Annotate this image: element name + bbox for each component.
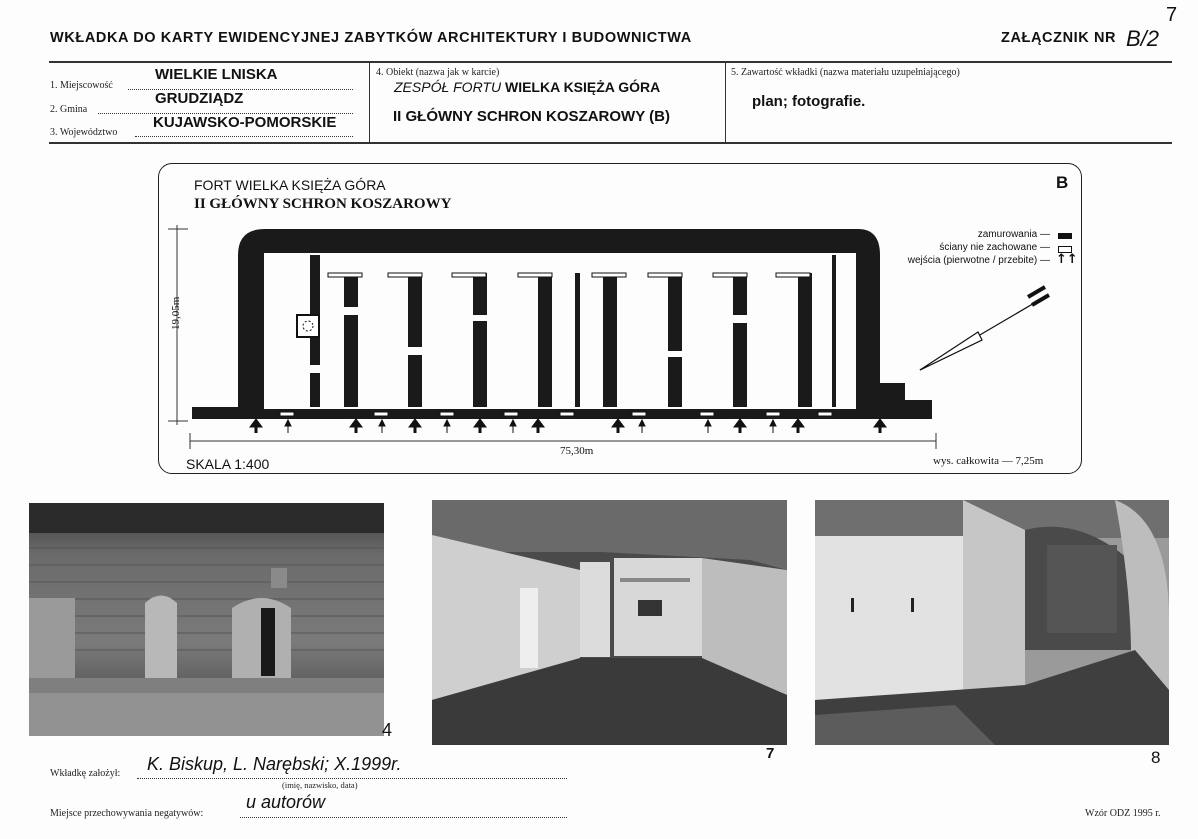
legend-entrance-arrows-icon: ↑↑ (1056, 252, 1078, 267)
legend-entrance-label: wejścia (pierwotne / przebite) — (907, 255, 1050, 266)
form-title: WKŁADKA DO KARTY EWIDENCYJNEJ ZABYTKÓW ARCHITEKTURY I BUDOWNICTWA (50, 30, 692, 46)
entrance-arrows (250, 419, 886, 433)
field2-value: GRUDZIĄDZ (155, 90, 244, 107)
total-height-label: wys. całkowita — 7,25m (933, 455, 1044, 467)
photo-interior-room (432, 500, 787, 745)
field4-label: 4. Obiekt (nazwa jak w karcie) (376, 67, 500, 78)
field1-label: 1. Miejscowość (50, 80, 113, 91)
form-divider-2 (725, 62, 726, 143)
facade-sketch (29, 503, 384, 736)
entrance-arrow-cut (770, 420, 776, 433)
field1-value: WIELKIE LNISKA (155, 66, 278, 83)
attachment-number: B/2 (1126, 26, 1160, 51)
founded-dots (137, 778, 567, 779)
photo-number-7: 7 (766, 745, 775, 762)
entrance-arrow-cut (639, 420, 645, 433)
header-rule-bottom (49, 142, 1172, 144)
header-rule-top (49, 61, 1172, 63)
depth-dimension-label: 19,05m (170, 296, 182, 330)
negatives-value: u autorów (246, 792, 326, 812)
legend-missing-label: ściany nie zachowane — (939, 242, 1050, 253)
plan-title-2: II GŁÓWNY SCHRON KOSZAROWY (194, 196, 452, 212)
interior-sketch (432, 500, 787, 745)
founded-label: Wkładkę założył: (50, 768, 121, 779)
entrance-arrow-cut (379, 420, 385, 433)
legend-walled-label: zamurowania — (977, 229, 1050, 240)
field5-value: plan; fotografie. (752, 93, 866, 110)
entrance-arrow-original (250, 419, 262, 433)
field4-line1 (394, 79, 660, 95)
field4-value2: II GŁÓWNY SCHRON KOSZAROWY (B) (393, 108, 670, 125)
plan-title-1: FORT WIELKA KSIĘŻA GÓRA (194, 177, 386, 193)
photo-number-4: 4 (382, 720, 393, 740)
photo-corridor (815, 500, 1169, 745)
scale-label: SKALA 1:400 (186, 456, 270, 472)
entrance-arrow-original (792, 419, 804, 433)
entrance-arrow-original (350, 419, 362, 433)
photo-number-8: 8 (1151, 748, 1161, 767)
plan-corner-letter: B (1056, 173, 1069, 192)
page-number: 7 (1166, 4, 1178, 26)
entrance-arrow-original (612, 419, 624, 433)
form-divider-1 (369, 62, 370, 143)
entrance-arrow-cut (444, 420, 450, 433)
field3-label: 3. Województwo (50, 127, 118, 138)
length-dimension-label: 75,30m (560, 445, 594, 457)
field5-label: 5. Zawartość wkładki (nazwa materiału uzupełniającego) (731, 67, 960, 78)
field3-value: KUJAWSKO-POMORSKIE (153, 114, 337, 131)
field3-dots (135, 136, 353, 137)
entrance-arrow-original (409, 419, 421, 433)
entrance-arrow-cut (285, 420, 291, 433)
field4-value1: WIELKA KSIĘŻA GÓRA (504, 79, 661, 95)
entrance-arrow-original (532, 419, 544, 433)
negatives-label: Miejsce przechowywania negatywów: (50, 808, 204, 819)
field4-prefix: ZESPÓŁ FORTU (394, 79, 502, 95)
founded-hint: (imię, nazwisko, data) (282, 780, 358, 790)
form-pattern: Wzór ODZ 1995 r. (1085, 808, 1161, 819)
north-arrow-icon (920, 287, 1049, 370)
floor-plan (160, 215, 1080, 455)
entrance-arrow-original (874, 419, 886, 433)
field2-label: 2. Gmina (50, 104, 88, 115)
founded-value: K. Biskup, L. Narębski; X.1999r. (147, 754, 402, 774)
entrance-arrow-cut (705, 420, 711, 433)
entrance-arrow-original (474, 419, 486, 433)
attachment-label: ZAŁĄCZNIK NR (1001, 30, 1117, 46)
corridor-sketch (815, 500, 1169, 745)
entrance-arrow-cut (510, 420, 516, 433)
photo-facade (29, 503, 384, 736)
well-symbol (297, 315, 319, 337)
entrance-arrow-original (734, 419, 746, 433)
negatives-dots (240, 817, 567, 818)
